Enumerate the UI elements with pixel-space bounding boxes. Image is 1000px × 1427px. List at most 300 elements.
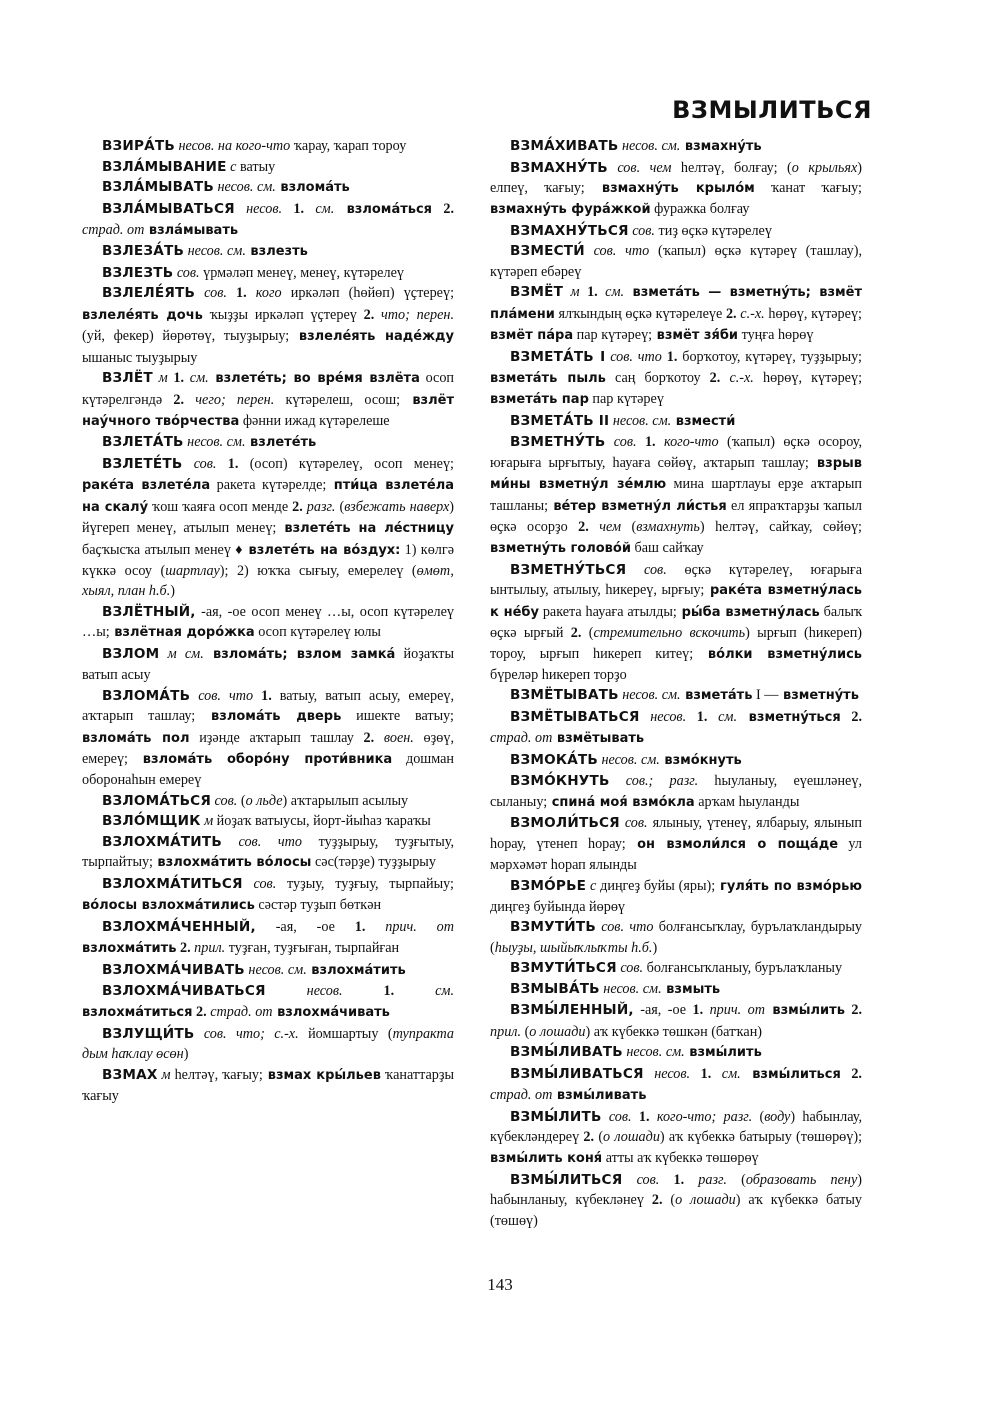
example-phrase: взмётывать xyxy=(552,731,645,747)
example-phrase: взмахну́ть xyxy=(680,139,762,154)
headword: ВЗЛЕЗТЬ xyxy=(102,264,174,281)
dictionary-entry xyxy=(82,136,454,156)
grammar-label: несов. см. xyxy=(618,687,681,704)
example-phrase: спина́ моя́ взмо́кла xyxy=(547,794,695,810)
translation-text: пар күтәреү; xyxy=(573,327,653,344)
example-phrase: 1. xyxy=(659,1171,685,1188)
translation-text: ( xyxy=(335,498,345,515)
example-phrase: взмета́ть пар xyxy=(490,392,589,408)
grammar-label: прич. от xyxy=(703,1002,765,1019)
dictionary-entry xyxy=(82,283,454,368)
grammar-label: несов. см. xyxy=(599,980,662,997)
headword: ВЗМОКА́ТЬ xyxy=(510,751,598,768)
grammar-label: сов. xyxy=(173,264,200,281)
example-phrase: 2. xyxy=(844,1002,862,1019)
translation-text: саң борҡотоу xyxy=(605,369,701,386)
grammar-label: воду xyxy=(764,1108,791,1125)
translation-text: туҙҙырыу, туҙғытыу, тырпайтыу; xyxy=(82,833,454,871)
translation-text: балыҡ өҫкә ырғый xyxy=(490,603,862,642)
dictionary-entry xyxy=(82,602,454,644)
headword: ВЗЛЁТ xyxy=(102,370,153,387)
grammar-label: прил. xyxy=(190,940,226,957)
translation-text: туңға һөрөү xyxy=(738,327,814,344)
translation-text: өҫкә күтәрелеү, юғарыға ынтылыу, атылыу, һикереү, ырғыу; xyxy=(490,561,862,599)
grammar-label: м xyxy=(563,284,580,301)
dictionary-entry xyxy=(490,771,862,813)
headword: ВЗЛЕЗА́ТЬ xyxy=(102,243,185,260)
dictionary-entry xyxy=(82,981,454,1024)
example-phrase: взлётная доро́жка xyxy=(109,625,255,641)
example-phrase: во́лки взметну́лись xyxy=(693,646,862,662)
translation-text: баҫҡысҡа атылып менеү ♦ xyxy=(82,541,244,558)
grammar-label: сов. что xyxy=(595,919,654,936)
translation-text: һөрөү, күтәреү; xyxy=(764,305,862,322)
example-phrase: 2. xyxy=(356,306,375,323)
dictionary-entry xyxy=(490,813,862,875)
dictionary-entry xyxy=(82,177,454,198)
translation-text: һыуланыу, еүешләнеү, сыланыу; xyxy=(490,773,862,810)
translation-text: 1) көлгә күккә осоу ( xyxy=(82,541,454,579)
example-phrase: 1. xyxy=(167,370,185,387)
translation-text: пар күтәреү xyxy=(588,391,664,408)
dictionary-entry xyxy=(82,917,454,960)
grammar-label: несов. см. xyxy=(213,179,276,195)
grammar-label: несов. см. xyxy=(609,412,672,429)
translation-text: һелтәү, болғау; ( xyxy=(671,159,792,176)
headword: ВЗЛА́МЫВАТЬ xyxy=(102,179,214,195)
dictionary-entry xyxy=(82,241,454,262)
grammar-label: несов. см. xyxy=(244,961,307,978)
example-phrase: 2. xyxy=(840,1065,862,1082)
grammar-label: кого-что; разг. xyxy=(649,1108,753,1125)
translation-text: ышаныс тыуҙырыу xyxy=(82,349,198,366)
grammar-label: несов. см. xyxy=(618,138,681,154)
translation-text: ҡарау, ҡарап тороу xyxy=(290,138,407,154)
example-phrase: взлеле́ять наде́жду xyxy=(289,329,454,345)
example-phrase: взмета́ть пыль xyxy=(490,370,606,386)
headword: ВЗЛЁТНЫЙ, xyxy=(102,603,196,620)
grammar-label: сов. xyxy=(619,815,648,832)
grammar-label: сов. xyxy=(211,792,238,809)
dictionary-entry xyxy=(82,1065,454,1107)
example-phrase: раке́та взметну́лась к не́бу xyxy=(490,583,862,620)
translation-text: ) аҡ күбеккә төшкән (батҡан) xyxy=(585,1023,763,1040)
example-phrase: взлете́ть xyxy=(245,435,317,451)
example-phrase: пти́ца взлете́ла на скалу́ xyxy=(82,478,454,515)
dictionary-entry xyxy=(490,685,862,706)
example-phrase: взмы́ливать xyxy=(552,1088,647,1104)
dictionary-entry xyxy=(490,432,862,559)
example-phrase: взмы́литься xyxy=(740,1066,841,1082)
example-phrase: во́лосы взлохма́тились xyxy=(82,898,255,914)
example-phrase: 1. xyxy=(342,983,395,1000)
grammar-label: с xyxy=(586,877,597,894)
example-phrase: 1. xyxy=(631,1108,650,1125)
example-phrase: 1. xyxy=(334,918,366,935)
translation-text: ( xyxy=(237,792,246,809)
example-phrase: гуля́ть по взмо́рью xyxy=(715,878,862,894)
translation-text: -ая, -ое xyxy=(255,918,335,935)
dictionary-entry xyxy=(490,1064,862,1107)
dictionary-entry xyxy=(490,1000,862,1042)
example-phrase: 1. xyxy=(690,1065,712,1082)
example-phrase: 1. xyxy=(636,434,656,451)
headword: ВЗЛОМ xyxy=(102,645,160,662)
grammar-label: о лошади xyxy=(603,1129,660,1146)
example-phrase: взлохма́тить во́лосы xyxy=(152,855,312,871)
example-phrase: он взмоли́лся о поща́де xyxy=(625,836,839,852)
translation-text: ялыныу, үтенеү, ялбарыу, ялынып һорау, үтенеп һорау; xyxy=(490,815,862,852)
grammar-label: см. xyxy=(597,284,625,301)
headword: ВЗЛОМА́ТЬ xyxy=(102,687,191,704)
translation-text: ҡыҙҙы иркәләп үҫтереү xyxy=(202,306,357,323)
grammar-label: сов. xyxy=(616,960,644,977)
translation-text: ) xyxy=(652,939,658,956)
translation-text: бүреләр һикереп торҙо xyxy=(490,666,627,683)
grammar-label: сов. что xyxy=(584,243,650,260)
grammar-label: сов. что; с.-х. xyxy=(194,1025,299,1042)
example-phrase: 2. xyxy=(567,518,589,535)
translation-text: ул мәрхәмәт һорап ялынды xyxy=(490,835,862,874)
example-phrase: 2. xyxy=(192,1004,207,1021)
translation-text: (уй, фекер) йөрөтөү, тыуҙырыу; xyxy=(82,328,290,345)
dictionary-entry xyxy=(490,560,862,685)
translation-text: ( xyxy=(521,1023,530,1040)
translation-text: ) йүгереп менеү, атылып менеү; xyxy=(82,498,455,537)
translation-text: ( xyxy=(621,518,637,535)
translation-text: диңгеҙ буйы (яры); xyxy=(596,877,716,894)
headword: ВЗМУТИ́ТЬСЯ xyxy=(510,960,617,977)
grammar-label: с xyxy=(226,158,237,175)
dictionary-entry xyxy=(490,411,862,432)
translation-text: ) xyxy=(183,1046,189,1063)
headword: ВЗЛУЩИ́ТЬ xyxy=(102,1025,195,1042)
grammar-label: взбежать наверх xyxy=(344,498,450,515)
translation-text: ҡанаттарҙы ҡағыу xyxy=(82,1066,454,1105)
headword: ВЗЛЕЛЕ́ЯТЬ xyxy=(102,285,196,302)
headword: ВЗМА́ХИВАТЬ xyxy=(510,138,619,154)
dictionary-entry xyxy=(490,1042,862,1063)
translation-text: сәстәр туҙып бөткән xyxy=(254,897,382,914)
dictionary-entry xyxy=(490,750,862,771)
grammar-label: с.-х. xyxy=(736,305,765,322)
headword: ВЗМЁТЫВАТЬ xyxy=(510,687,619,704)
example-phrase: взлете́ть на во́здух: xyxy=(243,542,401,558)
example-phrase: взлохма́титься xyxy=(82,1005,193,1021)
grammar-label: сов. что xyxy=(221,833,303,850)
grammar-label: о льде xyxy=(245,792,283,809)
dictionary-entry xyxy=(82,832,454,874)
example-phrase: 1. xyxy=(661,348,678,365)
grammar-label: несов. xyxy=(643,1065,691,1082)
dictionary-entry xyxy=(82,157,454,177)
dictionary-entry xyxy=(490,979,862,1000)
grammar-label: разг. xyxy=(302,498,336,515)
grammar-label: м xyxy=(157,1066,171,1083)
translation-text: һөрөү, күтәреү; xyxy=(753,369,863,386)
example-phrase: раке́та взлете́ла xyxy=(82,478,211,494)
translation-text: I — xyxy=(752,687,779,704)
example-phrase: 2. xyxy=(643,1192,663,1209)
example-phrase: 2. xyxy=(353,729,375,746)
translation-text: -ая, -ое xyxy=(633,1002,687,1019)
translation-text: ) аҡ күбеккә батырыу (төшөрөү); xyxy=(659,1129,863,1146)
example-phrase: взметну́ть xyxy=(778,688,859,704)
example-phrase: 1. xyxy=(253,687,272,704)
dictionary-entry xyxy=(82,874,454,917)
grammar-label: кого-что xyxy=(655,434,719,451)
translation-text: -ая, -ое осоп менеү …ы, осоп күтәрелеү …ы; xyxy=(82,603,454,641)
headword: ВЗИРА́ТЬ xyxy=(102,138,175,154)
translation-text: ( xyxy=(581,625,594,642)
grammar-label: несов. см. xyxy=(183,434,246,451)
example-phrase: взлёт нау́чного тво́рчества xyxy=(82,392,454,429)
headword: ВЗМЫВА́ТЬ xyxy=(510,980,600,997)
example-phrase: ве́тер взметну́л ли́стья xyxy=(548,498,727,514)
translation-text: осоп күтәрелгәндә xyxy=(82,370,455,408)
headword: ВЗМЕТА́ТЬ I xyxy=(510,348,606,365)
example-phrase: взмета́ть xyxy=(680,688,753,704)
translation-text: (осоп) күтәрелеү, осоп менеү; xyxy=(238,455,455,472)
running-head: ВЗМЫЛИТЬСЯ xyxy=(672,96,872,124)
grammar-label: страд. от xyxy=(82,221,145,238)
grammar-label: несов. xyxy=(265,983,343,1000)
dictionary-entry xyxy=(82,199,454,242)
grammar-label: прич. от xyxy=(365,918,455,935)
translation-text: туҙыу, туҙғыу, тырпайыу; xyxy=(276,875,454,892)
grammar-label: несов. см. xyxy=(597,751,660,768)
translation-text: ялҡындың өҫкә күтәрелеүе xyxy=(554,305,723,322)
example-phrase: взлете́ть на ле́стницу xyxy=(276,521,454,537)
right-column xyxy=(490,136,862,1231)
dictionary-entry xyxy=(490,158,862,221)
translation-text: фәнни ижад күтәрелеше xyxy=(239,412,390,429)
example-phrase: взлома́ть пол xyxy=(82,730,190,746)
headword: ВЗЛОХМА́ЧИВАТЬСЯ xyxy=(102,983,266,1000)
dictionary-entry xyxy=(490,347,862,411)
translation-text: ) һелтәү, сайҡау, сөйөү; xyxy=(699,518,863,535)
grammar-label: страд. от xyxy=(490,730,553,747)
headword: ВЗЛА́МЫВАТЬСЯ xyxy=(102,200,235,217)
dictionary-entry xyxy=(82,960,454,981)
translation-text: диңгеҙ буйында йөрөү xyxy=(490,898,626,915)
grammar-label: см. xyxy=(304,200,335,217)
example-phrase: взмёт па́ра xyxy=(490,328,574,344)
example-phrase: 1. xyxy=(686,708,708,725)
grammar-label: сов. чем xyxy=(607,159,672,176)
grammar-label: см. xyxy=(184,370,209,387)
grammar-label: сов. xyxy=(601,1108,632,1125)
headword: ВЗМЕТА́ТЬ II xyxy=(510,412,610,429)
grammar-label: о лошади xyxy=(529,1023,586,1040)
translation-text: (ҡапыл) өҫкә осороу, юғарыға ырғытыу, һауаға сөйөү, аҡтарып ташлау; xyxy=(490,434,863,471)
dictionary-entry xyxy=(490,282,862,346)
dictionary-entry xyxy=(490,958,862,978)
grammar-label: страд. от xyxy=(490,1087,553,1104)
example-phrase: взмыть xyxy=(661,981,721,997)
grammar-label: чего; перен. xyxy=(184,391,275,408)
headword: ВЗЛОХМА́ЧЕННЫЙ, xyxy=(102,918,256,935)
translation-text: ватыу xyxy=(236,158,276,175)
example-phrase: 2. xyxy=(722,305,737,322)
example-phrase: взметну́ть голово́й xyxy=(490,541,631,557)
translation-text: ) аҡтарылып асылыу xyxy=(282,792,409,809)
example-phrase: взла́мывать xyxy=(144,222,239,238)
headword: ВЗМУТИ́ТЬ xyxy=(510,919,596,936)
grammar-label: сов. xyxy=(622,1171,660,1188)
grammar-label: см. xyxy=(707,708,738,725)
grammar-label: с.-х. xyxy=(720,369,754,386)
example-phrase: взлеле́ять дочь xyxy=(82,307,203,323)
example-phrase: 1. xyxy=(226,285,247,302)
grammar-label: чем xyxy=(588,518,622,535)
example-phrase: взмы́лить коня́ xyxy=(490,1151,603,1167)
grammar-label: см. xyxy=(394,983,454,1000)
translation-text: йомшартыу ( xyxy=(298,1025,393,1042)
grammar-label: сов.; разг. xyxy=(609,773,699,790)
translation-text: ракета күтәрелде; xyxy=(210,477,327,494)
translation-text: тиҙ өҫкә күтәрелеү xyxy=(654,222,772,239)
grammar-label: см. xyxy=(711,1065,741,1082)
grammar-label: м xyxy=(152,370,168,387)
example-phrase: взлома́ть дверь xyxy=(195,709,342,725)
headword: ВЗМЕТНУ́ТЬ xyxy=(510,434,606,451)
translation-text: ракета һауаға атылды; xyxy=(538,603,677,620)
example-phrase: 1. xyxy=(686,1002,704,1019)
translation-text: ) һабынланыу, күбекләнеү xyxy=(490,1171,862,1209)
translation-text: фуражка болғау xyxy=(650,201,750,218)
dictionary-entry xyxy=(490,707,862,750)
grammar-label: взмахнуть xyxy=(636,518,700,535)
example-phrase: взлете́ть; во вре́мя взлёта xyxy=(208,371,420,387)
grammar-label: о лошади xyxy=(675,1192,736,1209)
translation-text: өҙөү, емереү; xyxy=(82,729,454,767)
translation-text: борҡотоу, күтәреү, туҙҙырыу; xyxy=(677,348,862,365)
grammar-label: сов. xyxy=(605,434,637,451)
translation-text: ) ырғып (һикереп) тороу, ырғып һикереп китеү; xyxy=(490,625,863,662)
headword: ВЗМО́КНУТЬ xyxy=(510,773,610,790)
headword: ВЗЛОХМА́ЧИВАТЬ xyxy=(102,961,245,978)
translation-text: ( xyxy=(752,1108,765,1125)
example-phrase: взмахну́ть фура́жкой xyxy=(490,202,651,218)
headword: ВЗЛО́МЩИК xyxy=(102,813,201,830)
translation-text: ) xyxy=(170,583,175,600)
dictionary-entry xyxy=(82,811,454,831)
headword: ВЗЛА́МЫВАНИЕ xyxy=(102,158,227,175)
translation-text: үрмәләп менеү, менеү, күтәрелеү xyxy=(199,264,404,281)
example-phrase: 2. xyxy=(700,369,721,386)
example-phrase: 2. xyxy=(579,1129,595,1146)
headword: ВЗЛЕТА́ТЬ xyxy=(102,434,184,451)
example-phrase: взрыв ми́ны взметну́л зе́млю xyxy=(490,455,862,493)
headword: ВЗМЫ́ЛИВАТЬСЯ xyxy=(510,1065,644,1082)
grammar-label: сов. xyxy=(626,561,667,578)
headword: ВЗМЁТЫВАТЬСЯ xyxy=(510,708,640,725)
grammar-label: страд. от xyxy=(206,1004,273,1021)
example-phrase: 2. xyxy=(176,940,191,957)
grammar-label: образовать пену xyxy=(745,1171,858,1188)
grammar-label: стремительно вскочить xyxy=(593,625,746,642)
translation-text: ); 2) юҡҡа сығыу, емерелеү ( xyxy=(219,562,417,579)
example-phrase: ры́ба взметну́лась xyxy=(676,604,820,620)
headword: ВЗЛОХМА́ТИТЬ xyxy=(102,833,222,850)
headword: ВЗМЫ́ЛИТЬСЯ xyxy=(510,1171,623,1188)
grammar-label: м см. xyxy=(159,645,204,662)
grammar-label: несов. на кого-что xyxy=(174,138,291,154)
grammar-label: о крыльях xyxy=(791,159,858,176)
dictionary-entry xyxy=(82,1024,454,1065)
headword: ВЗЛЕТЕ́ТЬ xyxy=(102,455,183,472)
example-phrase: взлома́ть; взлом замка́ xyxy=(203,646,396,662)
example-phrase: взметну́ться xyxy=(737,709,841,725)
translation-text: ишекте ватыу; xyxy=(341,708,454,725)
translation-text: иркәләп (һөйөп) үҫтереү; xyxy=(281,285,455,302)
grammar-label: сов. xyxy=(182,455,217,472)
grammar-label: несов. см. xyxy=(622,1044,685,1061)
grammar-label: сов. xyxy=(195,285,227,302)
dictionary-entry xyxy=(490,1107,862,1170)
translation-text: ҡош ҡаяға осоп менде xyxy=(148,498,289,515)
grammar-label: һыуҙы, шыйыҡлыҡты һ.б. xyxy=(494,939,653,956)
translation-text: күтәрелеш, осош; xyxy=(274,391,401,408)
example-phrase: взмы́лить xyxy=(764,1003,845,1019)
translation-text: туҙған, туҙғыған, тырпайған xyxy=(225,940,400,957)
headword: ВЗМЫ́ЛЕННЫЙ, xyxy=(510,1002,634,1019)
translation-text: һелтәү, ҡағыу; xyxy=(170,1066,263,1083)
example-phrase: 2. xyxy=(563,625,582,642)
dictionary-entry xyxy=(490,1170,862,1231)
example-phrase: взмета́ть — взметну́ть; взмёт пла́мени xyxy=(490,285,862,322)
left-column xyxy=(82,136,454,1107)
translation-text: дошман оборонаһын емереү xyxy=(82,750,454,789)
example-phrase: взлохма́чивать xyxy=(272,1005,390,1021)
example-phrase: взлезть xyxy=(245,244,308,260)
headword: ВЗМОЛИ́ТЬСЯ xyxy=(510,815,620,832)
translation-text: ҡанат ҡағыу; xyxy=(754,179,862,196)
example-phrase: 1. xyxy=(579,284,598,301)
example-phrase: взмах кры́льев xyxy=(262,1067,381,1083)
example-phrase: взлома́ть xyxy=(275,180,350,195)
dictionary-entry xyxy=(490,221,862,241)
headword: ВЗЛОМА́ТЬСЯ xyxy=(102,792,211,809)
translation-text: иҙәнде аҡтарып ташлау xyxy=(189,729,354,746)
example-phrase: взлохма́тить xyxy=(306,962,406,978)
grammar-label: что; перен. xyxy=(374,306,455,323)
grammar-label: несов. см. xyxy=(184,243,246,260)
headword: ВЗМАХНУ́ТЬСЯ xyxy=(510,222,629,239)
example-phrase: 1. xyxy=(216,455,239,472)
translation-text: осоп күтәрелеү юлы xyxy=(254,624,381,641)
translation-text: арҡам һыуланды xyxy=(694,793,800,810)
translation-text: ( xyxy=(662,1192,676,1209)
dictionary-entry xyxy=(82,368,454,432)
dictionary-entry xyxy=(490,136,862,157)
grammar-label: сов. xyxy=(242,875,277,892)
example-phrase: 2. xyxy=(288,498,303,515)
translation-text: ) аҡ күбеккә батыу (төшөү) xyxy=(490,1192,863,1229)
grammar-label: сов. что xyxy=(190,687,254,704)
translation-text: ) елпеү, ҡағыу; xyxy=(490,159,862,196)
grammar-label: шартлау xyxy=(165,562,220,579)
translation-text: мина шартлауы ерҙе аҡтарып ташланы; xyxy=(490,476,862,514)
translation-text: ( xyxy=(726,1171,746,1188)
example-phrase: взмёт зя́би xyxy=(652,328,739,344)
dictionary-entry xyxy=(82,644,454,686)
grammar-label: воен. xyxy=(374,729,414,746)
example-phrase: взлохма́тить xyxy=(82,941,177,957)
grammar-label: сов. что xyxy=(605,348,662,365)
example-phrase: взмахну́ть крыло́м xyxy=(584,180,755,196)
